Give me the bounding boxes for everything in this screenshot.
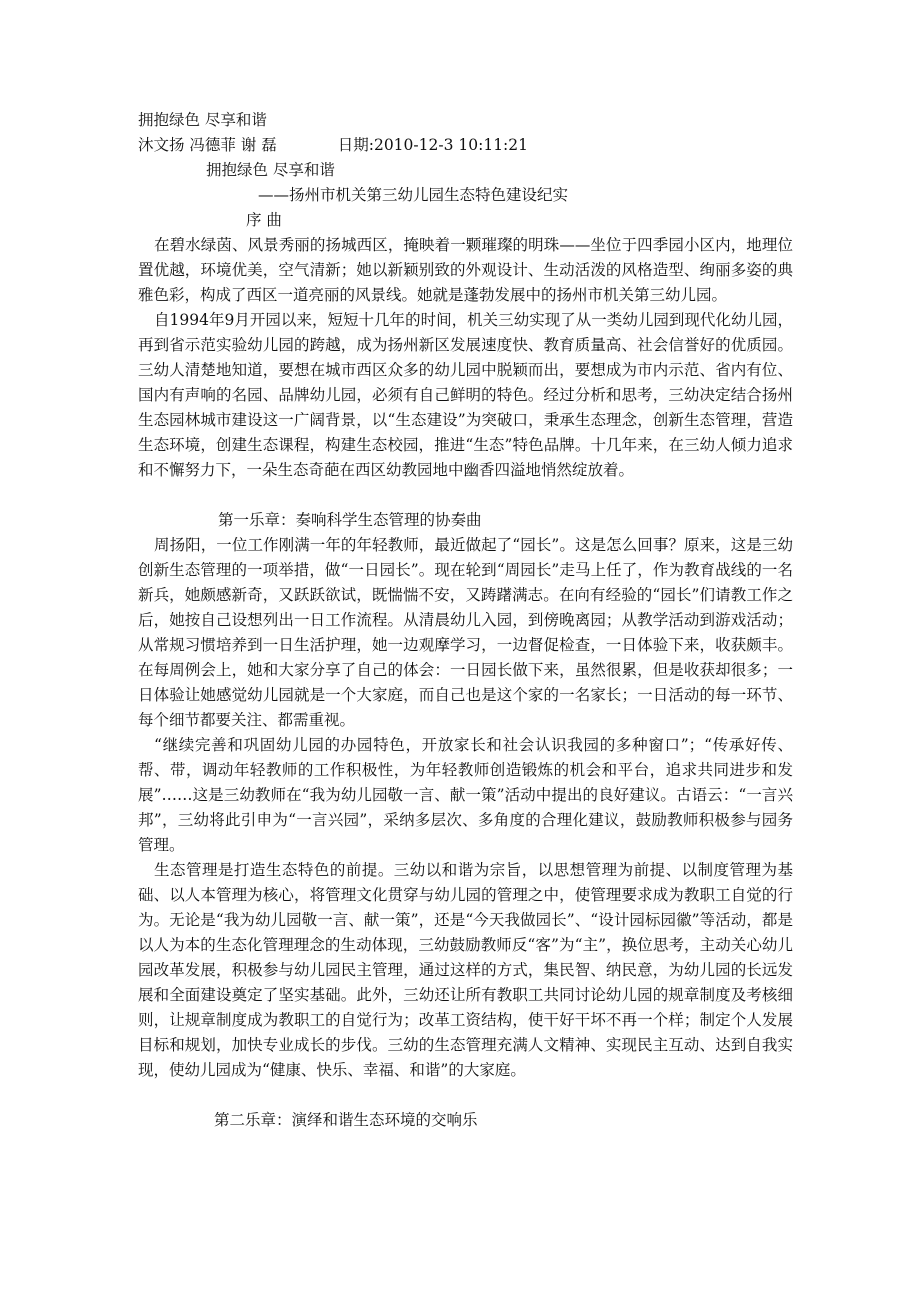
header-authors: 沐文扬 冯德菲 谢 磊 [138,136,277,154]
blank-line [138,483,793,508]
header-title: 拥抱绿色 尽享和谐 [138,111,267,129]
document-body [138,108,793,1133]
intro-paragraph: 在碧水绿茵、风景秀丽的扬城西区，掩映着一颗璀璨的明珠——坐位于四季园小区内，地理位置优越，环境优美，空气清新；她以新颖别致的外观设计、生动活泼的风格造型、绚丽多姿的典雅色彩，构成了西区一道亮丽的风景线。她就是蓬勃发展中的扬州市机关第三幼儿园。 [138,236,793,304]
chapter1-heading: 第一乐章：奏响科学生态管理的协奏曲 [218,511,482,529]
blank-line [138,1083,793,1108]
prelude-heading: 序 曲 [246,211,282,229]
article-title: 拥抱绿色 尽享和谐 [206,161,335,179]
header-meta [138,133,793,158]
chapter2-heading: 第二乐章：演绎和谐生态环境的交响乐 [214,1111,478,1129]
intro-paragraph: 自1994年9月开园以来，短短十几年的时间，机关三幼实现了从一类幼儿园到现代化幼儿园，再到省示范实验幼儿园的跨越，成为扬州新区发展速度快、教育质量高、社会信誉好的优质园。三幼人清楚地知道，要想在城市西区众多的幼儿园中脱颖而出，要想成为市内示范、省内有位、国内有声响的名园、品牌幼儿园，必须有自己鲜明的特色。经过分析和思考，三幼决定结合扬州生态园林城市建设这一广阔背景，以“生态建设”为突破口，秉承生态理念，创新生态管理，营造生态环境，创建生态课程，构建生态校园，推进“生态”特色品牌。十几年来，在三幼人倾力追求和不懈努力下，一朵生态奇葩在西区幼教园地中幽香四溢地悄然绽放着。 [138,311,793,479]
chapter1-paragraph: 周扬阳，一位工作刚满一年的年轻教师，最近做起了“园长”。这是怎么回事？原来，这是三幼创新生态管理的一项举措，做“一日园长”。现在轮到“周园长”走马上任了，作为教育战线的一名新兵，她颇感新奇，又跃跃欲试，既惴惴不安，又踌躇满志。在向有经验的“园长”们请教工作之后，她按自己设想列出一日工作流程。从清晨幼儿入园，到傍晚离园；从教学活动到游戏活动；从常规习惯培养到一日生活护理，她一边观摩学习，一边督促检查，一日体验下来，收获颇丰。在每周例会上，她和大家分享了自己的体会：一日园长做下来，虽然很累，但是收获却很多；一日体验让她感觉幼儿园就是一个大家庭，而自己也是这个家的一名家长；一日活动的每一环节、每个细节都要关注、都需重视。 [138,536,793,729]
header-date: 日期:2010-12-3 10:11:21 [337,136,529,154]
article-subtitle: ——扬州市机关第三幼儿园生态特色建设纪实 [258,186,569,204]
chapter1-paragraph: “继续完善和巩固幼儿园的办园特色，开放家长和社会认识我园的多种窗口”；“传承好传、帮、带，调动年轻教师的工作积极性，为年轻教师创造锻炼的机会和平台，追求共同进步和发展”……这是三幼教师在“我为幼儿园敬一言、献一策”活动中提出的良好建议。古语云：“一言兴邦”，三幼将此引申为“一言兴园”，采纳多层次、多角度的合理化建议，鼓励教师积极参与园务管理。 [138,736,793,854]
chapter1-paragraph: 生态管理是打造生态特色的前提。三幼以和谐为宗旨，以思想管理为前提、以制度管理为基础、以人本管理为核心，将管理文化贯穿与幼儿园的管理之中，使管理要求成为教职工自觉的行为。无论是“我为幼儿园敬一言、献一策”，还是“今天我做园长”、“设计园标园徽”等活动，都是以人为本的生态化管理理念的生动体现，三幼鼓励教师反“客”为“主”，换位思考，主动关心幼儿园改革发展，积极参与幼儿园民主管理，通过这样的方式，集民智、纳民意，为幼儿园的长远发展和全面建设奠定了坚实基础。此外，三幼还让所有教职工共同讨论幼儿园的规章制度及考核细则，让规章制度成为教职工的自觉行为；改革工资结构，使干好干坏不再一个样；制定个人发展目标和规划，加快专业成长的步伐。三幼的生态管理充满人文精神、实现民主互动、达到自我实现，使幼儿园成为“健康、快乐、幸福、和谐”的大家庭。 [138,861,793,1079]
